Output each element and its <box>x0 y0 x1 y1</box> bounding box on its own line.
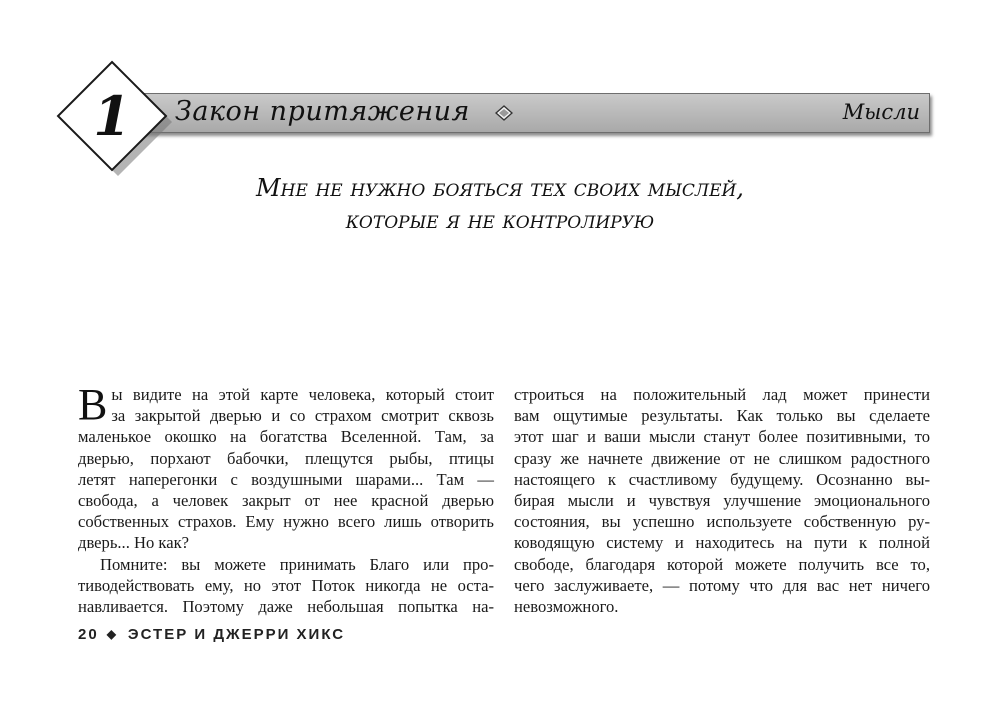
body-line: невозможного. <box>514 596 619 616</box>
card-number: 1 <box>93 84 131 148</box>
body-line: навливается. Поэтому даже небольшая попытка на- <box>78 596 494 616</box>
body-line: бирая мысли и чувствуя улучшение эмоционального <box>514 490 930 510</box>
body-line: маленькое окошко на богатства Вселенной. Там, за <box>78 427 494 447</box>
category-label: Мысли <box>842 100 920 124</box>
body-line: дверь... Но как? <box>78 533 190 553</box>
body-line: чего заслуживаете, — потому что для вас нет ничего <box>514 575 930 595</box>
body-line: дверью, порхают бабочки, плещутся рыбы, птицы <box>78 448 494 468</box>
body-line: сразу же начнете движение от не слишком радостного <box>514 448 930 468</box>
page-footer <box>78 624 345 644</box>
body-line: ководящую систему и находитесь на пути к полной <box>514 533 930 553</box>
body-line: вам ощутимые результаты. Как только вы сделаете <box>514 406 930 426</box>
body-line: за закрытой дверью и со страхом смотрит сквозь <box>111 406 494 426</box>
footer-diamond-icon: ◆ <box>106 627 118 641</box>
body-line: строиться на положительный лад может принести <box>514 385 930 404</box>
body-line: летят наперегонки с воздушными шарами... Там — <box>78 469 494 489</box>
body-line: настоящего к счастливому будущему. Осознанно вы- <box>514 469 930 489</box>
body-line: Помните: вы можете принимать Благо или про- <box>100 554 494 574</box>
body-line: собственных страхов. Ему нужно всего лишь отворить <box>78 512 494 532</box>
body-line: тиводействовать ему, но этот Поток никогда не оста- <box>78 575 494 595</box>
card-title-line-1: Мне не нужно бояться тех своих мыслей, <box>256 174 744 202</box>
drop-cap: В <box>78 380 108 429</box>
body-line: свобода, а человек закрыт от нее красной дверью <box>78 490 494 510</box>
body-line: ы видите на этой карте человека, который стоит <box>111 385 494 404</box>
card-title <box>180 172 820 236</box>
footer-authors: ЭСТЕР И ДЖЕРРИ ХИКС <box>127 625 346 643</box>
body-line: свободе, благодаря которой можете получить все то, <box>514 554 930 574</box>
body-right-column <box>514 384 930 617</box>
body-line: этот шаг и ваши мысли станут более позитивными, то <box>514 427 930 447</box>
card-title-line-2: которые я не контролирую <box>345 206 655 234</box>
page-number: 20 <box>78 625 99 643</box>
body-line: состояния, вы успешно используете собственную ру- <box>514 512 930 532</box>
section-title: Закон притяжения <box>175 96 470 127</box>
body-left-column <box>78 380 494 617</box>
diamond-ornament-icon <box>495 105 513 121</box>
